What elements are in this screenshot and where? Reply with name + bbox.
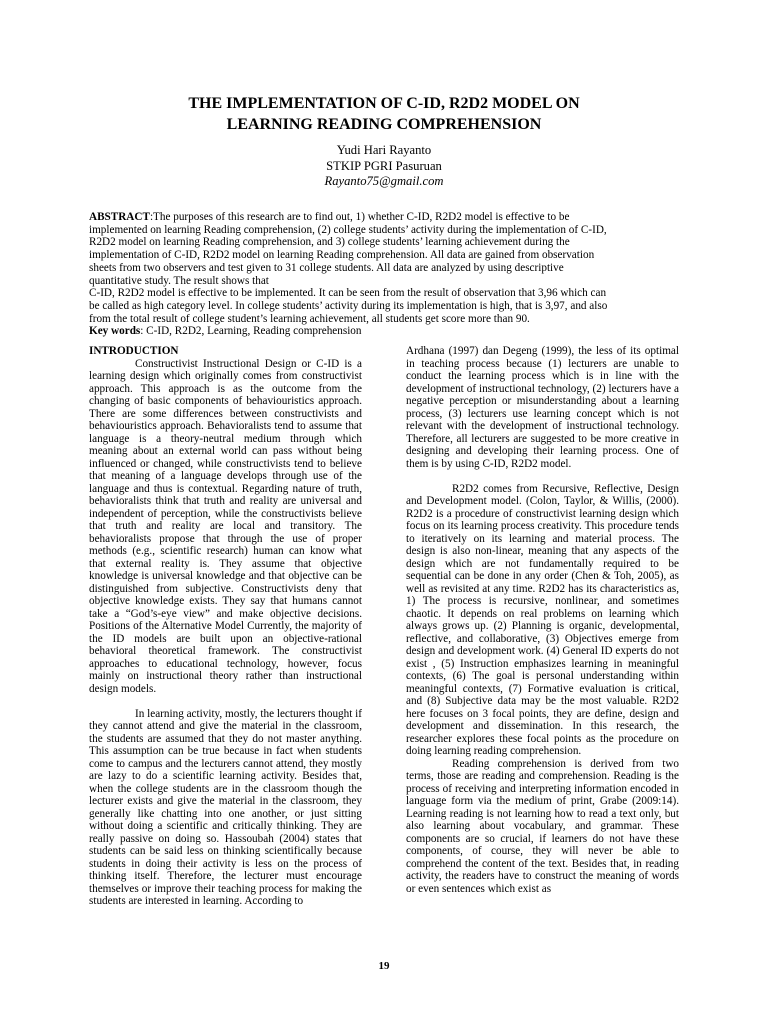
author-affiliation: STKIP PGRI Pasuruan [326,158,442,173]
abstract-line: ABSTRACT:The purposes of this research are to find out, 1) whether C-ID, R2D2 model is effective to be [89,211,570,223]
author-block [0,143,768,190]
paragraph: R2D2 comes from Recursive, Reflective, Design and Development model. (Colon, Taylor, & Willis, (2000). R2D2 is a procedure of constructivist learning design which focus on its learning process creativity. This procedure tends to iteratively on its learning and material process. The design is also non-linear, meaning that any aspects of the design which are not fundamentally required to be sequential can be done in any order (Chen & Toh, 2005), as well as revisited at any time. R2D2 has its characteristics as, 1) The process is recursive, nonlinear, and sometimes chaotic. It depends on real problems on learning which always grows up. (2) Planning is organic, developmental, reflective, and collaborative, (3) Objectives emerge from design and development work. (4) General ID experts do not exist , (5) Instruction emphasizes learning in meaningful contexts, (6) The goal is personal understanding within meaningful contexts, (7) Formative evaluation is critical, and (8) Subjective data may be the most valuable. R2D2 here focuses on 3 focal points, they are define, design and development and dissemination. In this research, the researcher explores these focal points as the procedure on doing learning reading comprehension. [406,482,679,757]
keywords-label: Key words [89,325,141,338]
right-column [406,345,679,895]
abstract-line: from the total result of college student’s learning achievement, all students get score more than 90. [89,312,530,325]
keywords-text: : C-ID, R2D2, Learning, Reading comprehension [140,325,362,338]
abstract-line: implemented on learning Reading comprehension, (2) college students’ activity during the implementation of C-ID, [89,223,607,236]
abstract-line: be called as high category level. In college students’ activity during its implementation is high, that is 3,97, and also [89,299,608,312]
title-line-2: LEARNING READING COMPREHENSION [226,116,542,133]
page-number: 19 [378,960,390,972]
paragraph: Constructivist Instructional Design or C-ID is a learning design which originally comes from constructivist approach. This approach is as the outcome from the changing of basic components of behaviouristics approach. There are some differences between constructivists and behaviouristics approach. Behavioralists tend to assume that language is a theory-neutral medium through which meaning about an external world can pass without being influenced or changed, while constructivists tend to believe that meaning of a language develops through use of the language and thus is contextual. Regarding nature of truth, behavioralists think that truth and reality are universal and independent of perception, while the constructivists believe that truth and reality are local and transitory. The behavioralists propose that through the use of proper methods (e.g., scientific research) human can know what that external reality is. They assume that objective knowledge is universal knowledge and that objective can be distinguished from subjective. Constructivists deny that objective knowledge exists. They say that humans cannot take a “God’s-eye view” and make objective decisions. Positions of the Alternative Model Currently, the majority of the ID models are built upon an objective-rational behavioral theoretical framework. The constructivist approaches to educational technology, however, focus mainly on instructional theory rather than instructional design models. [89,357,362,695]
abstract-line: implementation of C-ID, R2D2 model on learning Reading comprehension. All data are gained from observation [89,249,595,262]
abstract-label: ABSTRACT [89,211,150,223]
paragraph: Reading comprehension is derived from two terms, those are reading and comprehension. Reading is the process of receiving and interpreting information encoded in language form via the medium of print, Grabe (2009:14). Learning reading is not learning how to read a text only, but also learning about vocabulary, and grammar. These components are so crucial, if learners do not have these components, of course, they will never be able to comprehend the content of the text. Besides that, in reading activity, the readers have to construct the meaning of words or even sentences which exist as [406,757,679,895]
author-name: Yudi Hari Rayanto [336,143,432,157]
author-email: Rayanto75@gmail.com [324,174,444,188]
keywords-line [89,325,679,338]
paper-title [0,93,768,135]
abstract-line: sheets from two observers and test given to 31 college students. All data are analyzed by using descriptive [89,261,564,274]
left-column [89,345,362,908]
paragraph: In learning activity, mostly, the lecturers thought if they cannot attend and give the material in the classroom, the students are assumed that they do not master anything. This assumption can be true because in fact when students come to campus and the lecturers cannot attend, they mostly are lazy to do a scientific learning activity. Besides that, when the college students are in the classroom though the lecturer exists and give the material in the classroom, they generally like chatting into one another, or just sitting without doing a scientific and critically thinking. They are really passive on doing so. Hassoubah (2004) states that students can be said less on thinking scientifically because students in doing their activity is less on the process of thinking itself. Therefore, the lecturer must encourage themselves or improve their teaching process for making the students are interested in learning. According to [89,707,362,907]
abstract-line: C-ID, R2D2 model is effective to be implemented. It can be seen from the result of observation that 3,96 which can [89,287,607,300]
abstract-block [89,211,679,338]
paragraph: Ardhana (1997) dan Degeng (1999), the less of its optimal in teaching process because (1) lecturers are unable to conduct the learning process which is in line with the development of instructional technology, (2) lecturers have a negative perception or misunderstanding about a learning process, (3) lecturers use learning concept which is not relevant with the development of instructional technology. Therefore, all lecturers are suggested to be more creative in designing and developing their learning process. One of them is by using C-ID, R2D2 model. [406,345,679,470]
abstract-line: R2D2 model on learning Reading comprehension, and 3) college students’ learning achievement during the [89,236,570,249]
title-line-1: THE IMPLEMENTATION OF C-ID, R2D2 MODEL ON [188,95,580,112]
section-heading-introduction: INTRODUCTION [89,345,179,357]
abstract-line: quantitative study. The result shows that [89,274,269,287]
